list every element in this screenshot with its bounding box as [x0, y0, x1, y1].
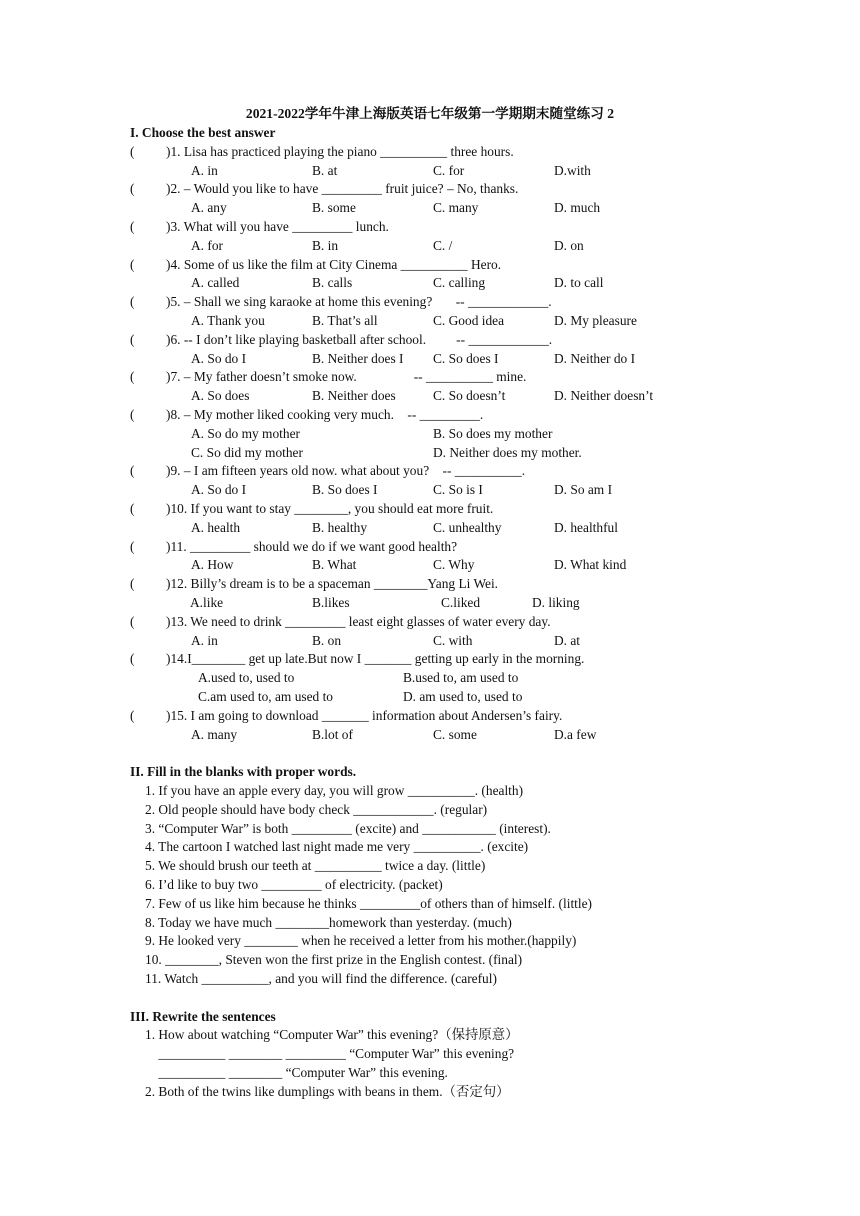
- rewrite-item: 1. How about watching “Computer War” this evening?（保持原意）: [145, 1027, 519, 1043]
- fill-blank-item: 4. The cartoon I watched last night made me very __________. (excite): [145, 839, 529, 855]
- answer-option: C.am used to, am used to: [198, 689, 334, 704]
- answer-option: B. What: [312, 557, 357, 573]
- answer-option: B. That’s all: [312, 313, 378, 328]
- answer-paren: (: [130, 256, 135, 272]
- question-stem: )12. Billy’s dream is to be a spaceman ________Yang Li Wei.: [166, 576, 499, 592]
- answer-option: D. What kind: [554, 557, 627, 573]
- answer-option: D. healthful: [554, 519, 618, 535]
- answer-option: A. for: [191, 237, 223, 253]
- answer-option: A. called: [191, 275, 240, 291]
- question-stem: )5. – Shall we sing karaoke at home this evening? -- ____________.: [166, 294, 552, 310]
- answer-option: C. /: [433, 237, 453, 253]
- answer-option: C. with: [433, 632, 473, 648]
- question-stem: )9. – I am fifteen years old now. what about you? -- __________.: [166, 463, 526, 479]
- answer-option: C. unhealthy: [433, 519, 502, 535]
- answer-option: D. Neither does my mother.: [433, 444, 582, 460]
- answer-option: A. How: [191, 557, 234, 573]
- question-stem: )3. What will you have _________ lunch.: [166, 219, 389, 234]
- answer-option: D. at: [554, 632, 581, 648]
- rewrite-item: __________ ________ _________ “Computer War” this evening?: [145, 1046, 515, 1062]
- answer-option: B. calls: [312, 275, 353, 291]
- answer-option: D. am used to, used to: [403, 689, 523, 704]
- answer-option: D. Neither doesn’t: [554, 388, 654, 404]
- fill-blank-item: 9. He looked very ________ when he received a letter from his mother.(happily): [145, 933, 577, 949]
- answer-option: D. to call: [554, 275, 604, 291]
- answer-option: C. So did my mother: [191, 444, 303, 460]
- section-heading: II. Fill in the blanks with proper words.: [130, 764, 357, 780]
- answer-option: A.like: [190, 595, 224, 610]
- section-heading: I. Choose the best answer: [130, 125, 276, 140]
- answer-option: D. on: [554, 237, 584, 253]
- answer-option: B. healthy: [312, 519, 368, 535]
- answer-option: B. at: [312, 162, 338, 178]
- answer-option: D. liking: [532, 595, 580, 610]
- question-stem: )4. Some of us like the film at City Cinema __________ Hero.: [166, 256, 502, 272]
- answer-option: D.a few: [554, 726, 597, 742]
- answer-paren: (: [130, 181, 135, 197]
- answer-option: D. Neither do I: [554, 350, 636, 366]
- fill-blank-item: 5. We should brush our teeth at __________ twice a day. (little): [145, 858, 486, 874]
- answer-paren: (: [130, 501, 135, 516]
- fill-blank-item: 3. “Computer War” is both _________ (excite) and ___________ (interest).: [145, 820, 551, 836]
- answer-paren: (: [130, 463, 135, 479]
- answer-option: B. Neither does: [312, 388, 396, 404]
- answer-option: D. My pleasure: [554, 313, 637, 328]
- question-stem: )1. Lisa has practiced playing the piano __________ three hours.: [166, 143, 514, 159]
- page-title: 2021-2022学年牛津上海版英语七年级第一学期期末随堂练习 2: [245, 106, 615, 121]
- fill-blank-item: 6. I’d like to buy two _________ of electricity. (packet): [145, 877, 443, 892]
- question-stem: )2. – Would you like to have _________ fruit juice? – No, thanks.: [166, 181, 519, 197]
- answer-paren: (: [130, 538, 135, 554]
- answer-option: B. Neither does I: [312, 350, 404, 366]
- answer-option: C. Good idea: [433, 313, 505, 328]
- answer-option: A. any: [191, 200, 227, 216]
- question-stem: )14.I________ get up late.But now I _______ getting up early in the morning.: [166, 651, 585, 667]
- question-stem: )15. I am going to download _______ information about Andersen’s fairy.: [166, 707, 563, 723]
- answer-paren: (: [130, 613, 135, 629]
- answer-option: A. many: [191, 726, 238, 742]
- answer-option: B. So does I: [312, 482, 378, 498]
- question-stem: )13. We need to drink _________ least eight glasses of water every day.: [166, 613, 551, 629]
- answer-option: A. So do I: [191, 482, 247, 498]
- section-heading: III. Rewrite the sentences: [130, 1008, 276, 1024]
- answer-option: C. some: [433, 726, 477, 742]
- answer-paren: (: [130, 576, 135, 592]
- answer-paren: (: [130, 369, 135, 385]
- fill-blank-item: 7. Few of us like him because he thinks _________of others than of himself. (little): [145, 895, 593, 911]
- answer-paren: (: [130, 651, 135, 667]
- answer-option: C. Why: [433, 557, 475, 573]
- answer-option: B. some: [312, 200, 356, 216]
- fill-blank-item: 2. Old people should have body check ____________. (regular): [145, 801, 488, 817]
- answer-paren: (: [130, 707, 135, 723]
- question-stem: )8. – My mother liked cooking very much. -- _________.: [166, 407, 484, 422]
- answer-paren: (: [130, 219, 135, 234]
- answer-option: A. in: [191, 162, 218, 178]
- rewrite-item: __________ ________ “Computer War” this evening.: [145, 1065, 448, 1080]
- answer-option: D. So am I: [554, 482, 613, 498]
- answer-option: D. much: [554, 200, 601, 216]
- answer-option: A. in: [191, 632, 218, 648]
- answer-option: C. So does I: [433, 350, 499, 366]
- question-stem: )6. -- I don’t like playing basketball after school. -- ____________.: [166, 331, 553, 347]
- answer-option: A. So do my mother: [191, 425, 300, 441]
- fill-blank-item: 11. Watch __________, and you will find the difference. (careful): [145, 971, 497, 986]
- answer-paren: (: [130, 331, 135, 347]
- fill-blank-item: 1. If you have an apple every day, you will grow __________. (health): [145, 783, 524, 798]
- answer-option: A. So do I: [191, 350, 247, 366]
- answer-paren: (: [130, 143, 135, 159]
- answer-option: B. on: [312, 632, 342, 648]
- answer-option: C. many: [433, 200, 479, 216]
- rewrite-item: 2. Both of the twins like dumplings with beans in them.（否定句）: [145, 1083, 510, 1099]
- answer-option: B. in: [312, 237, 339, 253]
- fill-blank-item: 10. ________, Steven won the first prize in the English contest. (final): [145, 952, 523, 968]
- answer-paren: (: [130, 294, 135, 310]
- answer-option: C. So doesn’t: [433, 388, 506, 404]
- answer-option: B.likes: [312, 595, 350, 610]
- answer-option: D.with: [554, 162, 591, 178]
- answer-option: A.used to, used to: [198, 670, 295, 686]
- answer-option: A. health: [191, 519, 241, 535]
- answer-option: C. calling: [433, 275, 486, 291]
- question-stem: )7. – My father doesn’t smoke now. -- __________ mine.: [166, 369, 527, 385]
- answer-option: B.used to, am used to: [403, 670, 519, 686]
- question-stem: )10. If you want to stay ________, you should eat more fruit.: [166, 501, 494, 516]
- answer-option: A. So does: [191, 388, 250, 404]
- answer-option: B.lot of: [312, 726, 353, 742]
- answer-option: A. Thank you: [191, 313, 265, 328]
- answer-option: C. So is I: [433, 482, 483, 498]
- answer-paren: (: [130, 407, 135, 422]
- fill-blank-item: 8. Today we have much ________homework than yesterday. (much): [145, 914, 512, 930]
- answer-option: C. for: [433, 162, 465, 178]
- question-stem: )11. _________ should we do if we want good health?: [166, 538, 458, 554]
- answer-option: B. So does my mother: [433, 425, 553, 441]
- answer-option: C.liked: [441, 595, 481, 610]
